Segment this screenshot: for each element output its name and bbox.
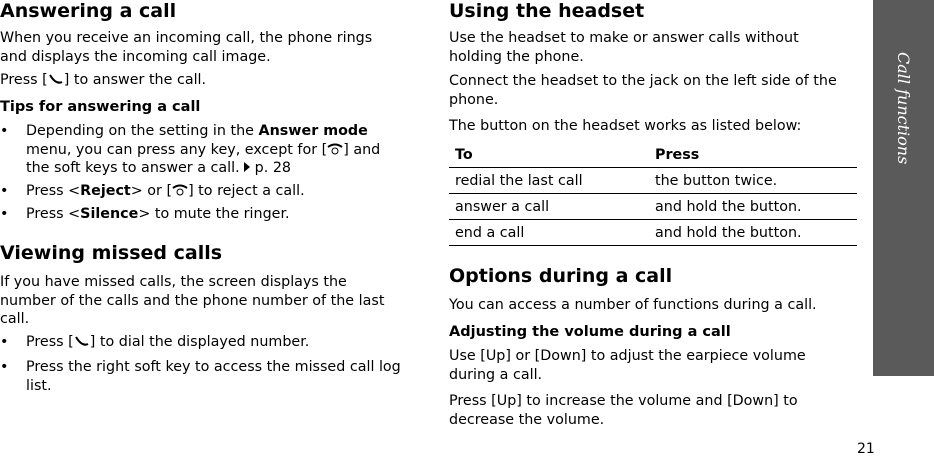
table-row: [449, 168, 857, 194]
phone-send-icon: [74, 335, 90, 347]
menu-name: Answer mode: [258, 123, 368, 139]
volume-p1: Use [Up] or [Down] to adjust the earpiece volume during a call.: [449, 348, 806, 383]
bullet: •: [0, 359, 9, 375]
text: ] and the soft keys to answer a call.: [26, 141, 381, 176]
volume-p2: Press [Up] to increase the volume and [Down] to decrease the volume.: [449, 393, 798, 428]
bullet: •: [0, 206, 9, 222]
triangle-right-icon: [244, 162, 250, 172]
softkey-name: Silence: [80, 206, 139, 222]
phone-end-icon: [327, 143, 343, 155]
table-cell: answer a call: [449, 194, 649, 220]
missed-2: [0, 358, 406, 395]
bullet: •: [0, 123, 9, 139]
section-title-headset: Using the headset: [449, 0, 645, 22]
text: Press [: [0, 72, 48, 88]
missed-calls-intro: If you have missed calls, the screen displays the number of the calls and the phone number of the last call.: [0, 274, 385, 327]
chapter-label: Call functions: [894, 52, 913, 165]
table-header: To: [449, 142, 649, 168]
text: Press <: [26, 206, 81, 222]
table-cell: redial the last call: [449, 168, 649, 194]
headset-p2: Connect the headset to the jack on the left side of the phone.: [449, 73, 837, 108]
text: > to mute the ringer.: [138, 206, 290, 222]
table-cell: and hold the button.: [649, 194, 857, 220]
text: ] to answer the call.: [63, 72, 207, 88]
text: > or [: [130, 183, 173, 199]
phone-send-icon: [48, 73, 64, 85]
tip-1: [0, 122, 406, 178]
options-p1: You can access a number of functions during a call.: [449, 297, 817, 313]
table-header-row: [449, 142, 857, 168]
bullet: •: [0, 334, 9, 350]
tips-heading: Tips for answering a call: [0, 99, 201, 115]
page-reference: p. 28: [254, 160, 292, 176]
section-title-options: Options during a call: [449, 265, 673, 287]
tip-2: [0, 182, 406, 201]
table-cell: and hold the button.: [649, 220, 857, 246]
volume-heading: Adjusting the volume during a call: [449, 324, 731, 340]
phone-end-icon: [172, 184, 188, 196]
bullet: •: [0, 183, 9, 199]
text: Depending on the setting in the: [26, 123, 259, 139]
table-cell: the button twice.: [649, 168, 857, 194]
tip-3: [0, 205, 406, 224]
missed-1: [0, 333, 406, 352]
answering-press: [0, 71, 400, 90]
section-title-missed-calls: Viewing missed calls: [0, 242, 223, 264]
text: Press <: [26, 183, 81, 199]
table-cell: end a call: [449, 220, 649, 246]
table-row: [449, 194, 857, 220]
table-row: [449, 220, 857, 246]
text: ] to reject a call.: [188, 183, 305, 199]
table-header: Press: [649, 142, 857, 168]
text: ] to dial the displayed number.: [89, 334, 310, 350]
text: Press the right soft key to access the missed call log list.: [26, 359, 401, 394]
headset-p1: Use the headset to make or answer calls without holding the phone.: [449, 30, 799, 65]
headset-p3: The button on the headset works as listed below:: [449, 118, 802, 134]
text: menu, you can press any key, except for [: [26, 141, 328, 158]
headset-table: [449, 142, 857, 246]
answering-intro: When you receive an incoming call, the phone rings and displays the incoming call image.: [0, 30, 373, 65]
softkey-name: Reject: [80, 183, 131, 199]
section-title-answering: Answering a call: [0, 0, 177, 22]
page-number: 21: [857, 441, 875, 457]
chapter-side-tab: [873, 0, 934, 376]
text: Press [: [26, 334, 74, 350]
